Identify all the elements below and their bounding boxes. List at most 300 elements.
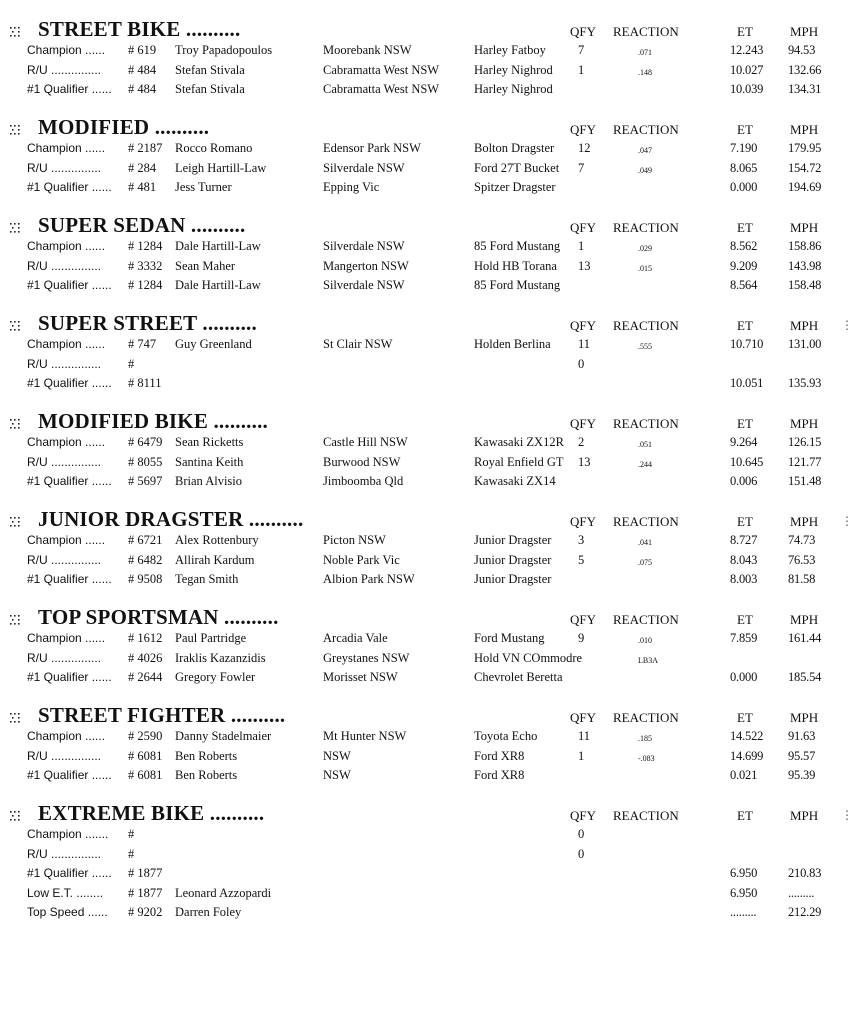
competitor-name: Leonard Azzopardi: [175, 885, 272, 900]
vehicle-name: Ford XR8: [474, 748, 525, 763]
qfy-column-header: QFY: [570, 122, 597, 137]
competitor-number: # 4026: [128, 650, 163, 665]
vehicle-name: Junior Dragster: [474, 533, 552, 547]
result-row: [0, 278, 853, 297]
row-label: Top Speed ......: [27, 905, 108, 919]
competitor-location: Silverdale NSW: [323, 278, 405, 292]
result-row: [0, 161, 853, 180]
result-row: [0, 82, 853, 101]
competitor-name: Rocco Romano: [175, 141, 253, 155]
reaction-column-header: REACTION: [613, 24, 679, 39]
row-label: #1 Qualifier ......: [27, 82, 112, 96]
competitor-name: Paul Partridge: [175, 631, 247, 645]
row-label: Champion ......: [27, 337, 106, 351]
speed-mph: 185.54: [788, 670, 822, 684]
qualifying-position: 0: [578, 827, 585, 841]
vehicle-name: Spitzer Dragster: [474, 180, 556, 194]
section-header: [0, 600, 853, 630]
result-row: [0, 749, 853, 768]
speed-mph: 81.58: [788, 572, 816, 586]
vehicle-name: Ford XR8: [474, 768, 525, 782]
reaction-column-header: REACTION: [613, 612, 679, 627]
dotted-bullet-icon: [8, 122, 24, 138]
competitor-name: Leigh Hartill-Law: [175, 160, 267, 175]
section-title: TOP SPORTSMAN ..........: [38, 605, 279, 629]
reaction-time: .075: [638, 557, 652, 567]
competitor-name: Ben Roberts: [175, 748, 238, 763]
section-header: [0, 502, 853, 532]
qualifying-position: 2: [578, 435, 585, 449]
result-row: [0, 455, 853, 474]
row-label: #1 Qualifier ......: [27, 474, 112, 488]
elapsed-time: 8.043: [730, 552, 758, 567]
row-label: #1 Qualifier ......: [27, 866, 112, 880]
qfy-column-header: QFY: [570, 416, 597, 431]
competitor-number: # 2590: [128, 729, 163, 743]
speed-mph: 94.53: [788, 43, 816, 57]
results-section: [0, 208, 853, 306]
qfy-column-header: QFY: [570, 710, 597, 725]
speed-mph: 95.57: [788, 748, 816, 763]
section-header: [0, 306, 853, 336]
elapsed-time: .........: [730, 905, 757, 919]
qualifying-position: 11: [578, 337, 591, 351]
et-column-header: ET: [737, 122, 753, 137]
section-header: [0, 796, 853, 826]
competitor-name: Allirah Kardum: [175, 552, 255, 567]
vehicle-name: Chevrolet Beretta: [474, 670, 563, 684]
competitor-number: # 1612: [128, 631, 163, 645]
qualifying-position: 1: [578, 239, 585, 253]
elapsed-time: 14.699: [730, 748, 764, 763]
competitor-name: Danny Stadelmaier: [175, 729, 272, 743]
competitor-number: # 1877: [128, 866, 163, 880]
dotted-bullet-icon: [8, 24, 24, 40]
competitor-location: Noble Park Vic: [323, 552, 400, 567]
competitor-name: Jess Turner: [175, 180, 232, 194]
row-label: Champion ......: [27, 435, 106, 449]
results-section: [0, 110, 853, 208]
vehicle-name: Harley Nighrod: [474, 62, 553, 77]
mph-column-header: MPH: [790, 612, 819, 627]
result-row: [0, 670, 853, 689]
dotted-bullet-icon: [8, 416, 24, 432]
row-label: R/U ...............: [27, 552, 102, 567]
reaction-column-header: REACTION: [613, 808, 679, 823]
competitor-location: Silverdale NSW: [323, 239, 405, 253]
result-row: [0, 905, 853, 924]
speed-mph: 134.31: [788, 82, 822, 96]
reaction-column-header: REACTION: [613, 318, 679, 333]
competitor-location: Greystanes NSW: [323, 650, 410, 665]
competitor-name: Iraklis Kazanzidis: [175, 650, 266, 665]
result-row: [0, 553, 853, 572]
mph-column-header: MPH: [790, 318, 819, 333]
speed-mph: 210.83: [788, 866, 822, 880]
results-section: [0, 600, 853, 698]
section-title: SUPER STREET ..........: [38, 311, 257, 335]
competitor-name: Santina Keith: [175, 454, 244, 469]
competitor-location: Arcadia Vale: [323, 631, 388, 645]
elapsed-time: 8.727: [730, 533, 758, 547]
competitor-name: Stefan Stivala: [175, 62, 245, 77]
speed-mph: 143.98: [788, 258, 822, 273]
elapsed-time: 8.562: [730, 239, 758, 253]
qualifying-position: 12: [578, 141, 591, 155]
result-row: [0, 376, 853, 395]
elapsed-time: 10.027: [730, 62, 764, 77]
vehicle-name: Kawasaki ZX14: [474, 474, 556, 488]
results-section: [0, 404, 853, 502]
qualifying-position: 7: [578, 160, 585, 175]
row-label: R/U ...............: [27, 748, 102, 763]
mph-column-header: MPH: [790, 416, 819, 431]
result-row: [0, 768, 853, 787]
competitor-location: Silverdale NSW: [323, 160, 405, 175]
elapsed-time: 0.000: [730, 180, 758, 194]
elapsed-time: 7.190: [730, 141, 758, 155]
elapsed-time: 9.264: [730, 435, 758, 449]
competitor-number: # 8055: [128, 454, 163, 469]
margin-dots-icon: ⋮: [841, 514, 853, 528]
competitor-number: # 3332: [128, 258, 163, 273]
results-section: [0, 306, 853, 404]
et-column-header: ET: [737, 514, 753, 529]
reaction-time: .148: [638, 67, 652, 77]
section-title: MODIFIED ..........: [38, 115, 210, 139]
competitor-number: # 6482: [128, 552, 163, 567]
competitor-location: NSW: [323, 768, 351, 782]
speed-mph: 121.77: [788, 454, 822, 469]
result-row: [0, 729, 853, 748]
competitor-name: Alex Rottenbury: [175, 533, 259, 547]
section-title: EXTREME BIKE ..........: [38, 801, 265, 825]
et-column-header: ET: [737, 24, 753, 39]
reaction-time: .010: [638, 636, 652, 645]
elapsed-time: 7.859: [730, 631, 758, 645]
qualifying-position: 3: [578, 533, 585, 547]
qualifying-position: 7: [578, 43, 585, 57]
row-label: #1 Qualifier ......: [27, 572, 112, 586]
section-title: STREET FIGHTER ..........: [38, 703, 286, 727]
row-label: R/U ...............: [27, 258, 102, 273]
reaction-time: .041: [638, 538, 652, 547]
elapsed-time: 0.021: [730, 768, 758, 782]
et-column-header: ET: [737, 808, 753, 823]
row-label: #1 Qualifier ......: [27, 180, 112, 194]
qfy-column-header: QFY: [570, 808, 597, 823]
elapsed-time: 0.000: [730, 670, 758, 684]
competitor-name: Troy Papadopoulos: [175, 43, 273, 57]
reaction-column-header: REACTION: [613, 220, 679, 235]
reaction-time: .049: [638, 165, 652, 175]
elapsed-time: 6.950: [730, 885, 758, 900]
competitor-location: Epping Vic: [323, 180, 380, 194]
speed-mph: 179.95: [788, 141, 822, 155]
row-label: R/U ...............: [27, 62, 102, 77]
elapsed-time: 10.710: [730, 337, 764, 351]
elapsed-time: 0.006: [730, 474, 758, 488]
competitor-number: # 8111: [128, 376, 162, 390]
competitor-number: # 9202: [128, 905, 163, 919]
competitor-location: Cabramatta West NSW: [323, 82, 440, 96]
competitor-number: # 6479: [128, 435, 163, 449]
row-label: Champion ......: [27, 43, 106, 57]
row-label: #1 Qualifier ......: [27, 376, 112, 390]
row-label: Champion ......: [27, 729, 106, 743]
reaction-time: .244: [638, 459, 652, 469]
section-header: [0, 698, 853, 728]
qualifying-position: 13: [578, 258, 591, 273]
speed-mph: 95.39: [788, 768, 816, 782]
reaction-time: .555: [638, 342, 652, 351]
qualifying-position: 9: [578, 631, 585, 645]
result-row: [0, 847, 853, 866]
competitor-number: # 6081: [128, 748, 163, 763]
elapsed-time: 10.039: [730, 82, 764, 96]
elapsed-time: 12.243: [730, 43, 764, 57]
reaction-time: .015: [638, 263, 652, 273]
competitor-name: Stefan Stivala: [175, 82, 245, 96]
dotted-bullet-icon: [8, 710, 24, 726]
competitor-location: Albion Park NSW: [323, 572, 415, 586]
result-row: [0, 435, 853, 454]
result-row: [0, 239, 853, 258]
vehicle-name: Harley Fatboy: [474, 43, 546, 57]
dotted-bullet-icon: [8, 318, 24, 334]
row-label: R/U ...............: [27, 846, 102, 861]
section-title: JUNIOR DRAGSTER ..........: [38, 507, 304, 531]
vehicle-name: Holden Berlina: [474, 337, 551, 351]
reaction-time: .051: [638, 440, 652, 449]
result-row: [0, 337, 853, 356]
competitor-name: Dale Hartill-Law: [175, 278, 261, 292]
elapsed-time: 8.003: [730, 572, 758, 586]
speed-mph: 74.73: [788, 533, 816, 547]
competitor-number: #: [128, 356, 135, 371]
result-row: [0, 357, 853, 376]
competitor-name: Tegan Smith: [175, 572, 239, 586]
reaction-column-header: REACTION: [613, 710, 679, 725]
competitor-name: Ben Roberts: [175, 768, 238, 782]
row-label: Champion ......: [27, 631, 106, 645]
qualifying-position: 11: [578, 729, 591, 743]
speed-mph: 76.53: [788, 552, 816, 567]
result-row: [0, 651, 853, 670]
speed-mph: 126.15: [788, 435, 822, 449]
margin-dots-icon: ⋮: [841, 808, 853, 822]
row-label: #1 Qualifier ......: [27, 278, 112, 292]
speed-mph: .........: [788, 885, 815, 900]
elapsed-time: 10.645: [730, 454, 764, 469]
competitor-location: Moorebank NSW: [323, 43, 412, 57]
competitor-number: # 484: [128, 82, 157, 96]
result-row: [0, 474, 853, 493]
competitor-location: Edensor Park NSW: [323, 141, 421, 155]
competitor-number: # 481: [128, 180, 157, 194]
section-title: SUPER SEDAN ..........: [38, 213, 246, 237]
competitor-name: Brian Alvisio: [175, 474, 243, 488]
result-row: [0, 180, 853, 199]
competitor-location: Picton NSW: [323, 533, 386, 547]
reaction-time: .071: [638, 48, 652, 57]
competitor-name: Sean Maher: [175, 258, 236, 273]
result-row: [0, 533, 853, 552]
speed-mph: 131.00: [788, 337, 822, 351]
qfy-column-header: QFY: [570, 612, 597, 627]
competitor-location: NSW: [323, 748, 351, 763]
competitor-number: # 1877: [128, 885, 163, 900]
qfy-column-header: QFY: [570, 220, 597, 235]
competitor-name: Dale Hartill-Law: [175, 239, 261, 253]
reaction-time: .185: [638, 734, 652, 743]
mph-column-header: MPH: [790, 122, 819, 137]
section-header: [0, 12, 853, 42]
reaction-time: .047: [638, 146, 652, 155]
competitor-number: # 2187: [128, 141, 163, 155]
row-label: #1 Qualifier ......: [27, 670, 112, 684]
reaction-column-header: REACTION: [613, 416, 679, 431]
vehicle-name: Harley Nighrod: [474, 82, 553, 96]
et-column-header: ET: [737, 318, 753, 333]
row-label: R/U ...............: [27, 454, 102, 469]
competitor-name: Guy Greenland: [175, 337, 252, 351]
competitor-location: Burwood NSW: [323, 454, 401, 469]
competitor-location: Morisset NSW: [323, 670, 398, 684]
result-row: [0, 572, 853, 591]
competitor-number: # 6721: [128, 533, 163, 547]
row-label: Low E.T. ........: [27, 885, 104, 900]
result-row: [0, 43, 853, 62]
speed-mph: 135.93: [788, 376, 822, 390]
speed-mph: 158.48: [788, 278, 822, 292]
results-section: [0, 502, 853, 600]
result-row: [0, 866, 853, 885]
result-row: [0, 827, 853, 846]
competitor-location: Mangerton NSW: [323, 258, 409, 273]
elapsed-time: 10.051: [730, 376, 764, 390]
competitor-number: # 619: [128, 43, 157, 57]
speed-mph: 132.66: [788, 62, 822, 77]
speed-mph: 212.29: [788, 905, 822, 919]
competitor-number: # 6081: [128, 768, 163, 782]
vehicle-name: Bolton Dragster: [474, 141, 555, 155]
competitor-location: Castle Hill NSW: [323, 435, 408, 449]
elapsed-time: 8.065: [730, 160, 758, 175]
vehicle-name: Junior Dragster: [474, 572, 552, 586]
qualifying-position: 13: [578, 454, 591, 469]
row-label: R/U ...............: [27, 356, 102, 371]
result-row: [0, 141, 853, 160]
et-column-header: ET: [737, 416, 753, 431]
competitor-number: # 747: [128, 337, 157, 351]
reaction-column-header: REACTION: [613, 514, 679, 529]
qualifying-position: 0: [578, 356, 585, 371]
reaction-time: -.083: [638, 753, 655, 763]
competitor-number: # 1284: [128, 239, 163, 253]
mph-column-header: MPH: [790, 710, 819, 725]
dotted-bullet-icon: [8, 612, 24, 628]
elapsed-time: 9.209: [730, 258, 758, 273]
section-header: [0, 404, 853, 434]
mph-column-header: MPH: [790, 220, 819, 235]
reaction-column-header: REACTION: [613, 122, 679, 137]
section-title: STREET BIKE ..........: [38, 17, 241, 41]
result-row: [0, 63, 853, 82]
competitor-number: # 2644: [128, 670, 163, 684]
speed-mph: 91.63: [788, 729, 816, 743]
competitor-name: Gregory Fowler: [175, 670, 256, 684]
competitor-number: # 284: [128, 160, 157, 175]
row-label: R/U ...............: [27, 160, 102, 175]
et-column-header: ET: [737, 710, 753, 725]
competitor-location: Jimboomba Qld: [323, 474, 404, 488]
competitor-location: St Clair NSW: [323, 337, 393, 351]
vehicle-name: Kawasaki ZX12R: [474, 435, 564, 449]
result-row: [0, 259, 853, 278]
qualifying-position: 0: [578, 846, 585, 861]
result-row: [0, 886, 853, 905]
et-column-header: ET: [737, 612, 753, 627]
speed-mph: 151.48: [788, 474, 822, 488]
competitor-name: Darren Foley: [175, 905, 242, 919]
results-section: [0, 12, 853, 110]
dotted-bullet-icon: [8, 514, 24, 530]
mph-column-header: MPH: [790, 24, 819, 39]
results-section: [0, 698, 853, 796]
vehicle-name: Ford Mustang: [474, 631, 545, 645]
competitor-number: #: [128, 846, 135, 861]
competitor-number: # 484: [128, 62, 157, 77]
row-label: Champion ......: [27, 141, 106, 155]
elapsed-time: 6.950: [730, 866, 758, 880]
vehicle-name: Toyota Echo: [474, 729, 538, 743]
reaction-time: .029: [638, 244, 652, 253]
qualifying-position: 1: [578, 748, 585, 763]
vehicle-name: Hold VN COmmodre: [474, 650, 583, 665]
section-title: MODIFIED BIKE ..........: [38, 409, 268, 433]
row-label: Champion .......: [27, 827, 109, 841]
vehicle-name: Hold HB Torana: [474, 258, 557, 273]
competitor-number: # 1284: [128, 278, 163, 292]
result-row: [0, 631, 853, 650]
qfy-column-header: QFY: [570, 24, 597, 39]
section-header: [0, 208, 853, 238]
qfy-column-header: QFY: [570, 318, 597, 333]
vehicle-name: 85 Ford Mustang: [474, 239, 561, 253]
section-header: [0, 110, 853, 140]
row-label: Champion ......: [27, 239, 106, 253]
vehicle-name: Junior Dragster: [474, 552, 552, 567]
row-label: Champion ......: [27, 533, 106, 547]
et-column-header: ET: [737, 220, 753, 235]
row-label: #1 Qualifier ......: [27, 768, 112, 782]
vehicle-name: Royal Enfield GT: [474, 454, 564, 469]
margin-dots-icon: ⋮: [841, 318, 853, 332]
speed-mph: 154.72: [788, 160, 822, 175]
speed-mph: 194.69: [788, 180, 822, 194]
competitor-number: # 5697: [128, 474, 163, 488]
vehicle-name: 85 Ford Mustang: [474, 278, 561, 292]
mph-column-header: MPH: [790, 514, 819, 529]
qualifying-position: 1: [578, 62, 585, 77]
mph-column-header: MPH: [790, 808, 819, 823]
reaction-time: LB3A: [638, 655, 658, 665]
dotted-bullet-icon: [8, 808, 24, 824]
competitor-name: Sean Ricketts: [175, 435, 244, 449]
speed-mph: 161.44: [788, 631, 822, 645]
elapsed-time: 8.564: [730, 278, 758, 292]
